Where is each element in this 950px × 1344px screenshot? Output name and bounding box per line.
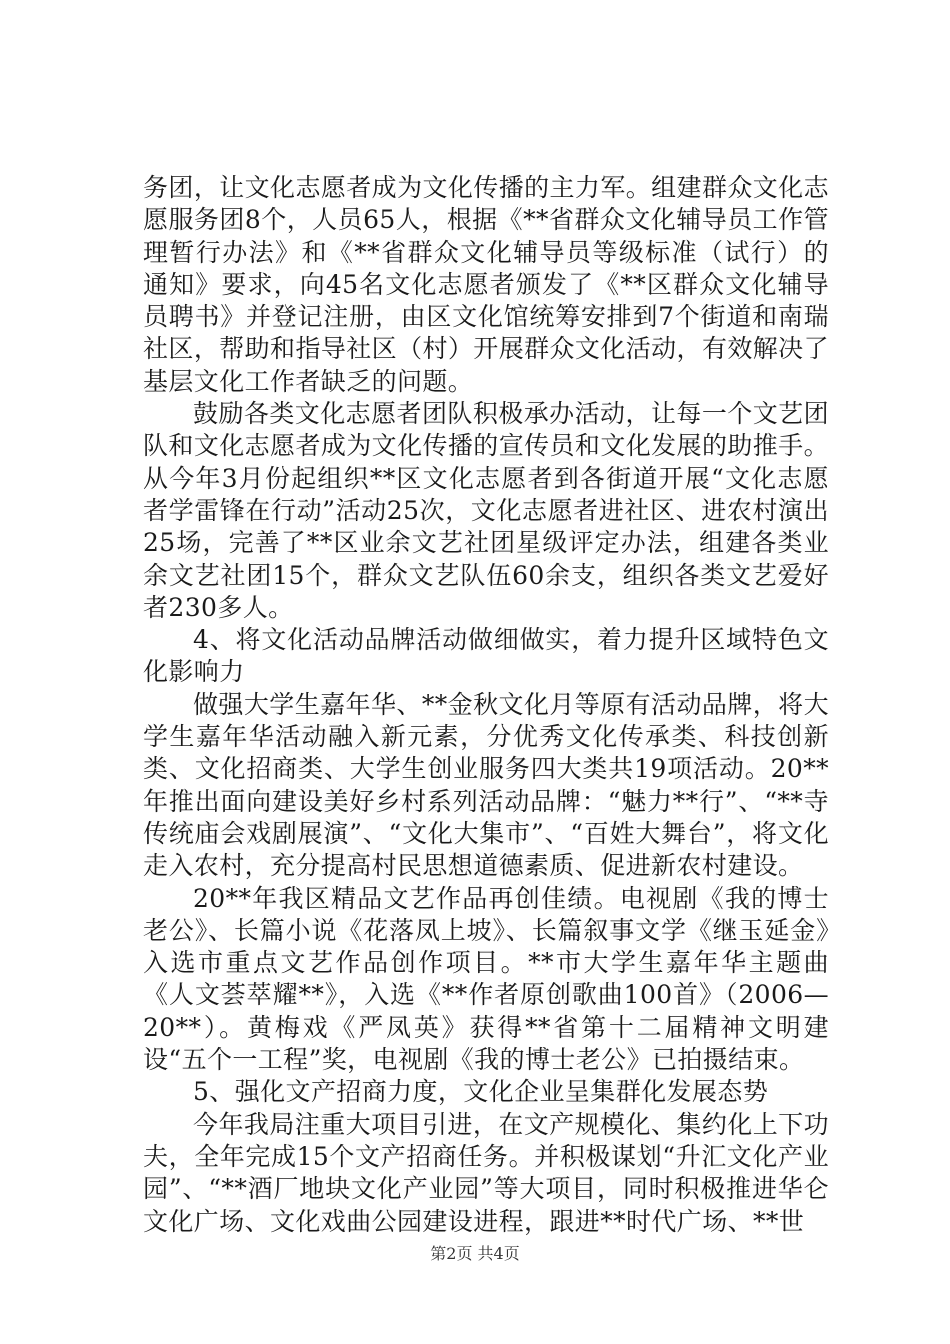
paragraph-volunteer-service-continued: 务团，让文化志愿者成为文化传播的主力军。组建群众文化志愿服务团8个，人员65人，根据《**省群众文化辅导员工作管理暂行办法》和《**省群众文化辅导员等级标准（试行）的通知》要求，向45名文化志愿者颁发了《**区群众文化辅导员聘书》并登记注册，由区文化馆统筹安排到7个街道和南瑞社区，帮助和指导社区（村）开展群众文化活动，有效解决了基层文化工作者缺乏的问题。 bbox=[143, 173, 829, 396]
paragraph-volunteer-teams: 鼓励各类文化志愿者团队积极承办活动，让每一个文艺团队和文化志愿者成为文化传播的宣传员和文化发展的助推手。从今年3月份起组织**区文化志愿者到各街道开展“文化志愿者学雷锋在行动”活动25次，文化志愿者进社区、进农村演出25场，完善了**区业余文艺社团星级评定办法，组建各类业余文艺社团15个，群众文艺队伍60余支，组织各类文艺爱好者230多人。 bbox=[143, 399, 829, 622]
paragraph-art-works: 20**年我区精品文艺作品再创佳绩。电视剧《我的博士老公》、长篇小说《花落凤上坡》、长篇叙事文学《继玉延金》入选市重点文艺作品创作项目。**市大学生嘉年华主题曲《人文荟萃耀**》，入选《**作者原创歌曲100首》（2006—20**）。黄梅戏《严凤英》获得**省第十二届精神文明建设“五个一工程”奖，电视剧《我的博士老公》已拍摄结束。 bbox=[143, 883, 829, 1075]
paragraph-brand-activities: 做强大学生嘉年华、**金秋文化月等原有活动品牌，将大学生嘉年华活动融入新元素，分优秀文化传承类、科技创新类、文化招商类、大学生创业服务四大类共19项活动。20**年推出面向建设美好乡村系列活动品牌：“魅力**行”、“**寺传统庙会戏剧展演”、“文化大集市”、“百姓大舞台”，将文化走入农村，充分提高村民思想道德素质、促进新农村建设。 bbox=[143, 689, 829, 881]
section-heading-4: 4、将文化活动品牌活动做细做实，着力提升区域特色文化影响力 bbox=[143, 625, 829, 687]
document-body bbox=[143, 172, 829, 1238]
section-heading-5: 5、强化文产招商力度，文化企业呈集群化发展态势 bbox=[193, 1077, 769, 1107]
page-number-footer: 第2页 共4页 bbox=[430, 1244, 520, 1263]
paragraph-investment: 今年我局注重大项目引进，在文产规模化、集约化上下功夫，全年完成15个文产招商任务。并积极谋划“升汇文化产业园”、“**酒厂地块文化产业园”等大项目，同时积极推进华仑文化广场、文化戏曲公园建设进程，跟进**时代广场、**世 bbox=[143, 1109, 829, 1236]
